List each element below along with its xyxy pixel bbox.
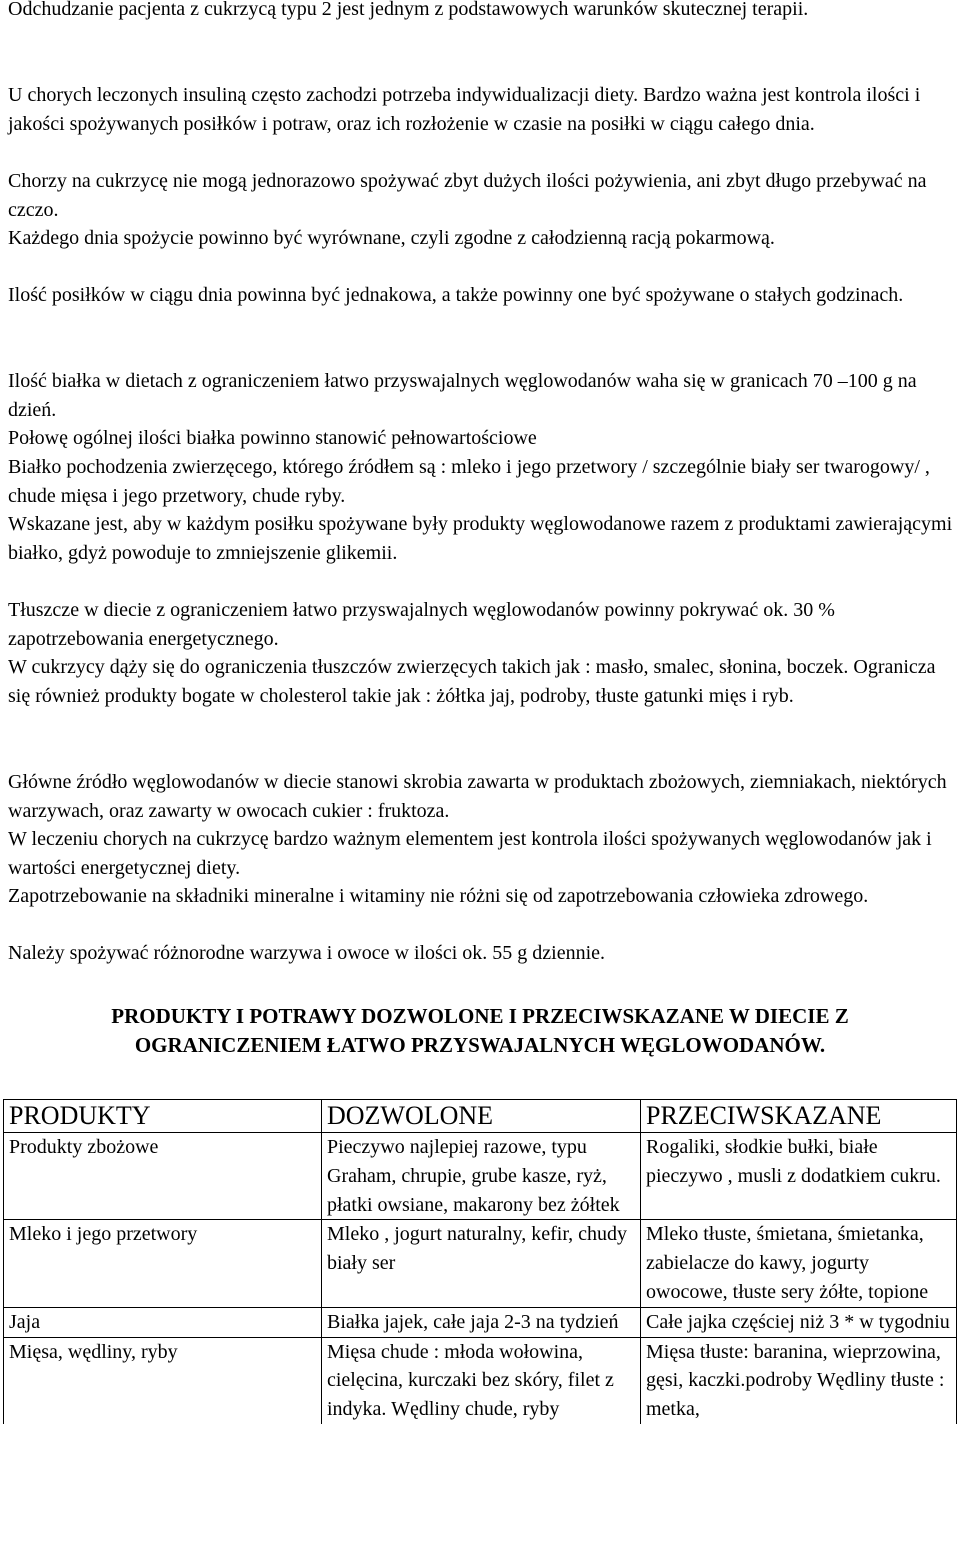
table-cell-product: Mleko i jego przetwory xyxy=(4,1220,322,1307)
table-row xyxy=(4,1133,957,1220)
table-cell-product: Mięsa, wędliny, ryby xyxy=(4,1337,322,1424)
paragraph-fasting: Chorzy na cukrzycę nie mogą jednorazowo spożywać zbyt dużych ilości pożywienia, ani zbyt długo przebywać na czczo. xyxy=(8,170,927,221)
paragraph-vegetables: Należy spożywać różnorodne warzywa i owoce w ilości ok. 55 g dziennie. xyxy=(8,942,606,964)
section-heading-line-1: PRODUKTY I POTRAWY DOZWOLONE I PRZECIWSKAZANE W DIECIE Z xyxy=(111,1004,849,1028)
table-row xyxy=(4,1337,957,1424)
table-cell-contraindicated: Mięsa tłuste: baranina, wieprzowina, gęsi, kaczki.podroby Wędliny tłuste : metka, xyxy=(641,1337,957,1424)
table-header-row xyxy=(4,1100,957,1133)
paragraph-protein-amount: Ilość białka w dietach z ograniczeniem łatwo przyswajalnych węglowodanów waha się w granicach 70 –100 g na dzień. xyxy=(8,370,917,421)
table-cell-product: Jaja xyxy=(4,1307,322,1337)
paragraph-meal-count: Ilość posiłków w ciągu dnia powinna być jednakowa, a także powinny one być spożywane o stałych godzinach. xyxy=(8,284,904,306)
column-header-products: PRODUKTY xyxy=(4,1100,322,1133)
table-cell-contraindicated: Rogaliki, słodkie bułki, białe pieczywo , musli z dodatkiem cukru. xyxy=(641,1133,957,1220)
section-heading xyxy=(0,1002,960,1060)
paragraph-daily-intake: Każdego dnia spożycie powinno być wyrównane, czyli zgodne z całodzienną racją pokarmową. xyxy=(8,227,775,249)
table-cell-allowed: Pieczywo najlepiej razowe, typu Graham, chrupie, grube kasze, ryż, płatki owsiane, makarony bez żółtek xyxy=(322,1133,641,1220)
paragraph-fats: Tłuszcze w diecie z ograniczeniem łatwo przyswajalnych węglowodanów powinny pokrywać ok. 30 % zapotrzebowania energetycznego. xyxy=(8,599,835,650)
paragraph-minerals: Zapotrzebowanie na składniki mineralne i witaminy nie różni się od zapotrzebowania człowieka zdrowego. xyxy=(8,885,869,907)
paragraph-animal-fats: W cukrzycy dąży się do ograniczenia tłuszczów zwierzęcych takich jak : masło, smalec, słonina, boczek. Ogranicza się również produkty bogate w cholesterol takie jak : żółtka jaj, podroby, tłuste gatunki mięs i ryb. xyxy=(8,656,936,707)
column-header-contraindicated: PRZECIWSKAZANE xyxy=(641,1100,957,1133)
paragraph-protein-half: Połowę ogólnej ilości białka powinno stanowić pełnowartościowe xyxy=(8,427,537,449)
paragraph-carb-control: W leczeniu chorych na cukrzycę bardzo ważnym elementem jest kontrola ilości spożywanych węglowodanów jak i wartości energetycznej diety. xyxy=(8,828,932,879)
table-cell-allowed: Mleko , jogurt naturalny, kefir, chudy biały ser xyxy=(322,1220,641,1307)
table-cell-contraindicated: Mleko tłuste, śmietana, śmietanka, zabielacze do kawy, jogurty owocowe, tłuste sery żółte, topione xyxy=(641,1220,957,1307)
table-cell-contraindicated: Całe jajka częściej niż 3 * w tygodniu xyxy=(641,1307,957,1337)
paragraph-carb-source: Główne źródło węglowodanów w diecie stanowi skrobia zawarta w produktach zbożowych, ziemniakach, niektórych warzywach, oraz zawarty w owocach cukier : fruktoza. xyxy=(8,771,947,822)
column-header-allowed: DOZWOLONE xyxy=(322,1100,641,1133)
products-table xyxy=(3,1099,957,1424)
table-cell-allowed: Mięsa chude : młoda wołowina, cielęcina, kurczaki bez skóry, filet z indyka. Wędliny chude, ryby xyxy=(322,1337,641,1424)
paragraph-insulin: U chorych leczonych insuliną często zachodzi potrzeba indywidualizacji diety. Bardzo ważna jest kontrola ilości i jakości spożywanych posiłków i potraw, oraz ich rozłożenie w czasie na posiłki w ciągu całego dnia. xyxy=(8,84,921,135)
section-heading-line-2: OGRANICZENIEM ŁATWO PRZYSWAJALNYCH WĘGLOWODANÓW. xyxy=(134,1033,826,1057)
table-row xyxy=(4,1220,957,1307)
paragraph-carb-protein: Wskazane jest, aby w każdym posiłku spożywane były produkty węglowodanowe razem z produktami zawierającymi białko, gdyż powoduje to zmniejszenie glikemii. xyxy=(8,513,953,564)
table-cell-product: Produkty zbożowe xyxy=(4,1133,322,1220)
paragraph-intro: Odchudzanie pacjenta z cukrzycą typu 2 jest jednym z podstawowych warunków skutecznej terapii. xyxy=(8,0,809,20)
table-row xyxy=(4,1307,957,1337)
paragraph-animal-protein: Białko pochodzenia zwierzęcego, którego źródłem są : mleko i jego przetwory / szczególnie biały ser twarogowy/ , chude mięsa i jego przetwory, chude ryby. xyxy=(8,456,930,507)
table-cell-allowed: Białka jajek, całe jaja 2-3 na tydzień xyxy=(322,1307,641,1337)
